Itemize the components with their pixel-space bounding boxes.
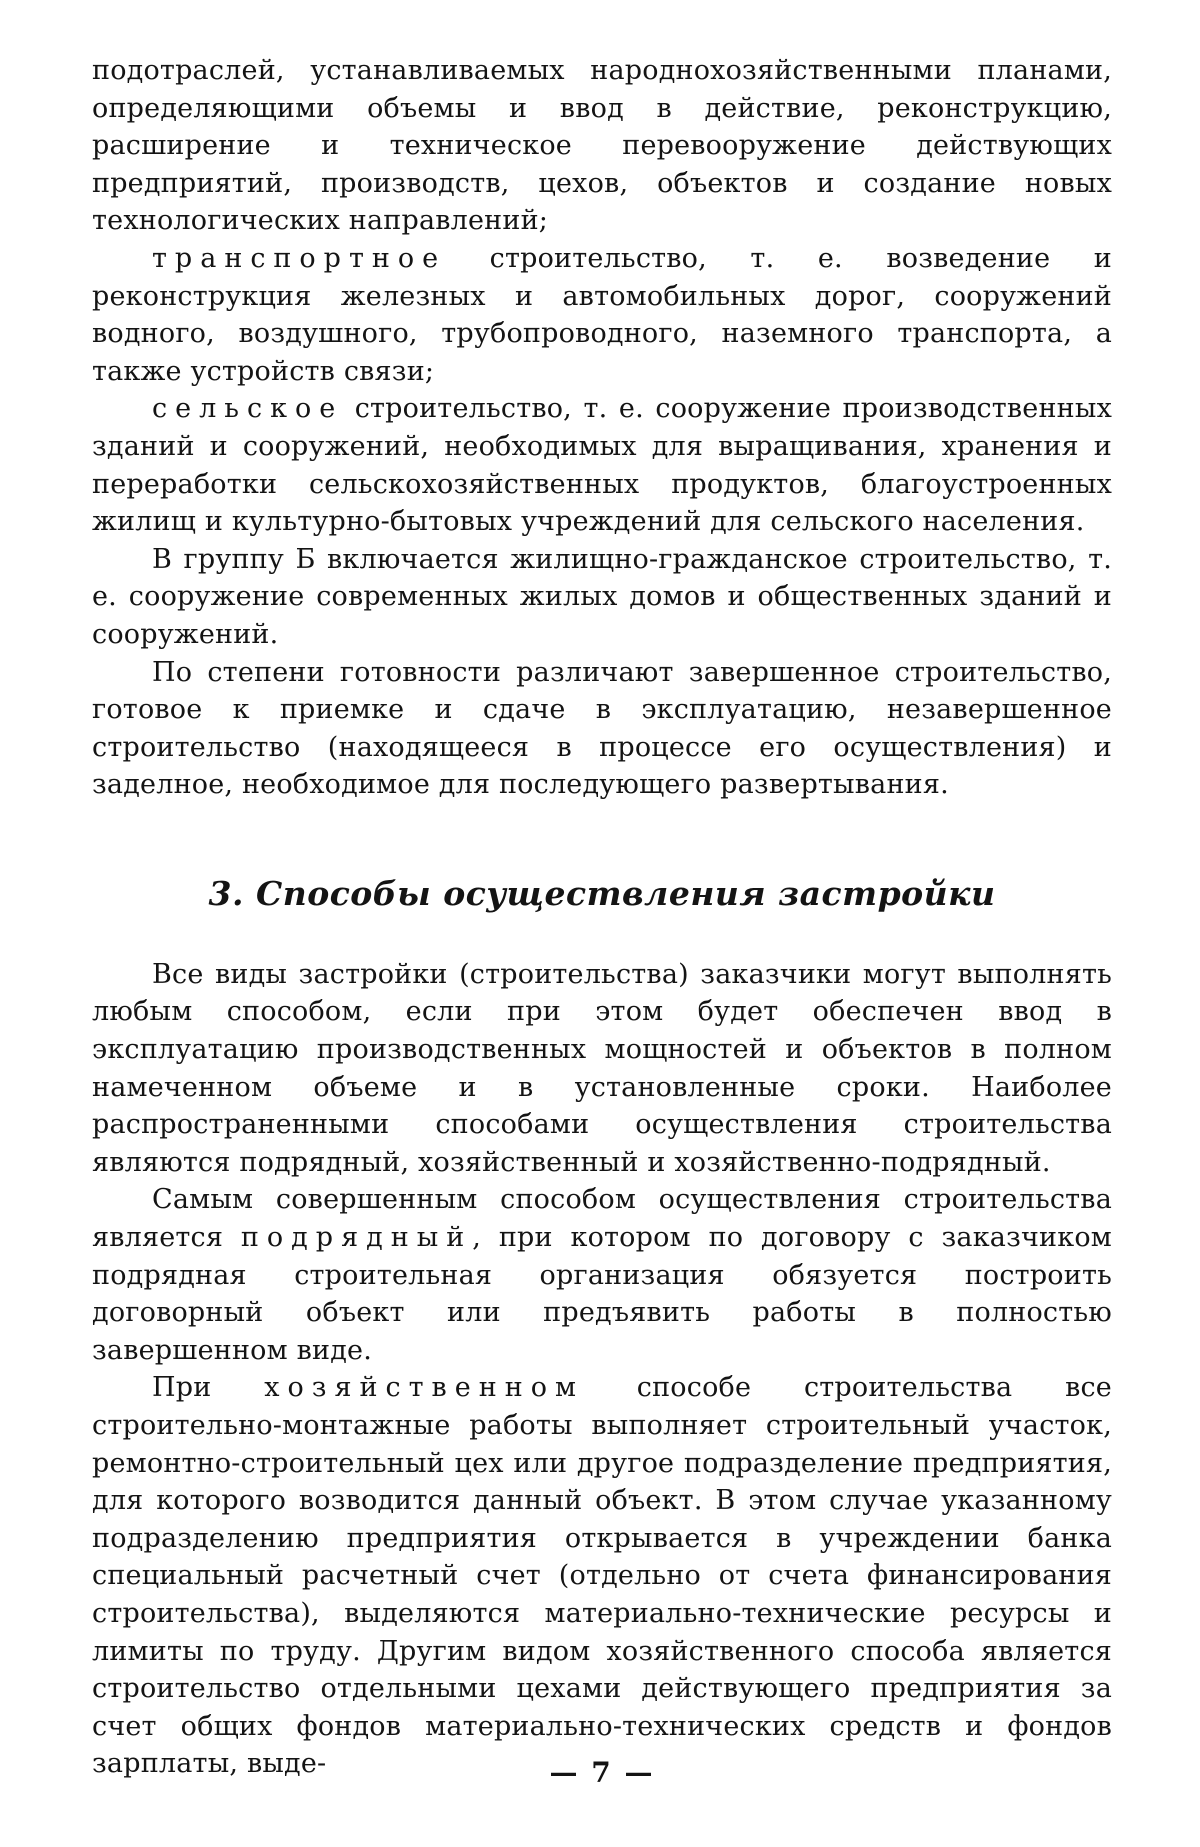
paragraph-transport-construction — [92, 240, 1112, 390]
paragraph-readiness-degree — [92, 654, 1112, 804]
spaced-term-transport: транспортное — [152, 242, 447, 274]
paragraph-text: строительство, т. е. сооружение производственных зданий и сооружений, необходимых для выращивания, хранения и переработки сельскохозяйственных продуктов, благоустроенных жилищ и культурно-бытовых учреждений для сельского населения. — [92, 393, 1112, 538]
paragraph-text: В группу Б включается жилищно-гражданское строительство, т. е. сооружение современных жилых домов и общественных зданий и сооружений. — [92, 543, 1112, 650]
spaced-term-in-house: хозяйственном — [264, 1372, 584, 1404]
paragraph-text: подотраслей, устанавливаемых народнохозяйственными планами, определяющими объемы и ввод в действие, реконструкцию, расширение и техническое перевооружение действующих предприятий, производств, цехов, объектов и создание новых технологических направлений; — [92, 55, 1112, 237]
spacer — [92, 916, 1112, 956]
paragraph-in-house-method — [92, 1369, 1112, 1783]
section-heading: 3. Способы осуществления застройки — [208, 873, 996, 913]
paragraph-text: строительство, т. е. возведение и реконструкция железных и автомобильных дорог, сооружений водного, воздушного, трубопроводного, наземного транспорта, а также устройств связи; — [92, 242, 1112, 387]
spaced-term-rural: сельское — [152, 393, 344, 425]
paragraph-text: Все виды застройки (строительства) заказчики могут выполнять любым способом, если при этом будет обеспечен ввод в эксплуатацию производственных мощностей и объектов в полном намеченном объеме и в установленные сроки. Наиболее распространенными способами осуществления строительства являются подрядный, хозяйственный и хозяйственно-подрядный. — [92, 958, 1112, 1178]
paragraph-text: способе строительства все строительно-монтажные работы выполняет строительный участок, ремонтно-строительный цех или другое подразделение предприятия, для которого возводится данный объект. В этом случае указанному подразделению предприятия открывается в учреждении банка специальный расчетный счет (отдельно от счета финансирования строительства), выделяются материально-технические ресурсы и лимиты по труду. Другим видом хозяйственного способа является строительство отдельными цехами действующего предприятия за счет общих фондов материально-технических средств и фондов зарплаты, выде- — [92, 1372, 1112, 1780]
spaced-term-contract: подрядный — [240, 1222, 473, 1254]
paragraph-text: При — [152, 1372, 265, 1404]
paragraph-construction-methods — [92, 956, 1112, 1182]
paragraph-contract-method — [92, 1181, 1112, 1369]
paragraph-industry-subsectors — [92, 52, 1112, 240]
spacer — [92, 804, 1112, 872]
paragraph-text: По степени готовности различают завершенное строительство, готовое к приемке и сдаче в эксплуатацию, незавершенное строительство (находящееся в процессе его осуществления) и заделное, необходимое для последующего развертывания. — [92, 656, 1112, 801]
paragraph-group-b — [92, 541, 1112, 654]
paragraph-text: , при котором по договору с заказчиком подрядная строительная организация обязуется построить договорный объект или предъявить работы в полностью завершенном виде. — [92, 1222, 1112, 1366]
document-page — [92, 52, 1112, 1812]
page-number: — 7 — — [549, 1756, 655, 1789]
paragraph-rural-construction — [92, 390, 1112, 540]
paragraph-text: Самым совершенным способом осуществления строительства является — [92, 1184, 1112, 1254]
